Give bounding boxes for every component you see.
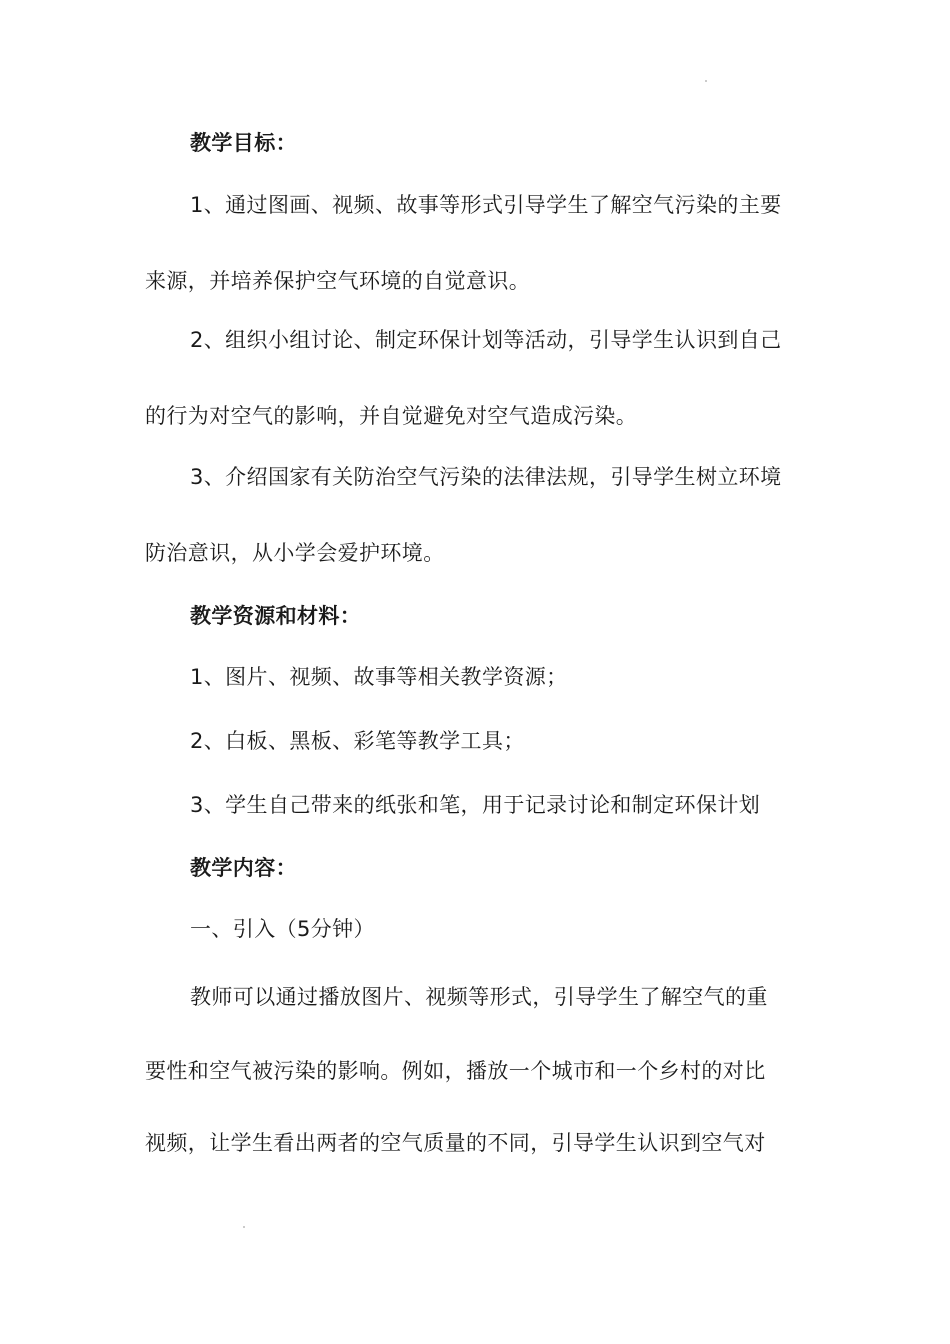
objective-3-line-2: 防治意识，从小学会爱护环境。 (145, 541, 445, 565)
objective-2-line-1: 2、组织小组讨论、制定环保计划等活动，引导学生认识到自己 (190, 328, 782, 352)
heading-teaching-content: 教学内容： (190, 856, 297, 880)
section-1-line-1: 教师可以通过播放图片、视频等形式，引导学生了解空气的重 (190, 985, 768, 1009)
section-1-line-3: 视频，让学生看出两者的空气质量的不同，引导学生认识到空气对 (145, 1131, 766, 1155)
resource-1: 1、图片、视频、故事等相关教学资源； (190, 665, 568, 689)
objective-1-line-2: 来源，并培养保护空气环境的自觉意识。 (145, 269, 531, 293)
objective-2-line-2: 的行为对空气的影响，并自觉避免对空气造成污染。 (145, 404, 638, 428)
resource-2: 2、白板、黑板、彩笔等教学工具； (190, 729, 525, 753)
objective-1-line-1: 1、通过图画、视频、故事等形式引导学生了解空气污染的主要 (190, 193, 782, 217)
section-1-title: 一、引入（5分钟） (190, 917, 375, 941)
heading-teaching-objectives: 教学目标： (190, 131, 297, 155)
section-1-line-2: 要性和空气被污染的影响。例如，播放一个城市和一个乡村的对比 (145, 1059, 766, 1083)
corner-mark-bottom (243, 1226, 245, 1228)
resource-3: 3、学生自己带来的纸张和笔，用于记录讨论和制定环保计划 (190, 793, 761, 817)
heading-resources: 教学资源和材料： (190, 604, 362, 628)
corner-mark-top (705, 80, 707, 82)
objective-3-line-1: 3、介绍国家有关防治空气污染的法律法规，引导学生树立环境 (190, 465, 782, 489)
